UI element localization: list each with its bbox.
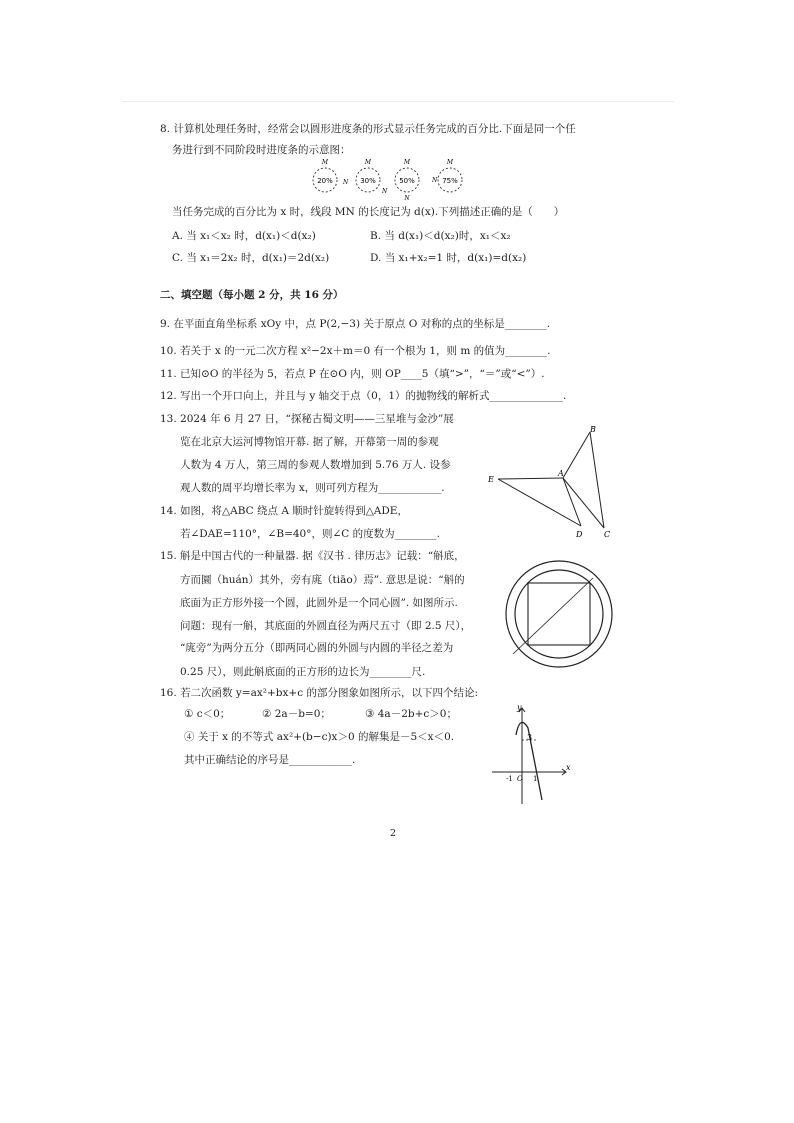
dial-50-m: M	[403, 159, 411, 166]
q8-line1: 8. 计算机处理任务时，经常会以圆形进度条的形式显示任务完成的百分比.下面是同一个任	[160, 123, 576, 135]
dial-30	[356, 159, 388, 195]
label-d: D	[576, 530, 583, 539]
dial-20-m: M	[321, 159, 329, 166]
q8-stem: 当任务完成的百分比为 x 时，线段 MN 的长度记为 d(x).下列描述正确的是（ ）	[172, 206, 565, 218]
dial-50	[395, 159, 419, 202]
q8-option-a: A. 当 x₁＜x₂ 时，d(x₁)＜d(x₂)	[172, 230, 316, 242]
q13-line2: 览在北京大运河博物馆开幕. 据了解，开幕第一周的参观	[180, 436, 439, 448]
q14-line1: 14. 如图，将△ABC 绕点 A 顺时针旋转得到△ADE，	[160, 505, 408, 517]
top-divider	[122, 101, 674, 102]
label-b: B	[590, 425, 596, 434]
q9: 9. 在平面直角坐标系 xOy 中，点 P(2,−3) 关于原点 O 对称的点的坐标是________.	[160, 318, 551, 330]
q16-answer-line: 其中正确结论的序号是____________.	[184, 754, 356, 766]
q15-line5: “庣旁”为两分五分（即两同心圆的外圆与内圆的半径之差为	[180, 642, 454, 654]
dial-30-n: N	[382, 188, 388, 195]
q8-option-b: B. 当 d(x₁)＜d(x₂)时，x₁＜x₂	[370, 230, 511, 242]
q13-line3: 人数为 4 万人，第三周的参观人数增加到 5.76 万人. 设参	[180, 459, 451, 471]
q13-line1: 13. 2024 年 6 月 27 日，“探秘古蜀文明——三星堆与金沙”展	[160, 413, 454, 425]
q8-option-d: D. 当 x₁+x₂=1 时，d(x₁)=d(x₂)	[370, 252, 527, 264]
q16-conclusion-3: ③ 4a－2b+c＞0；	[365, 708, 457, 720]
label-3: 3	[527, 733, 533, 742]
dial-75-pct: 75%	[442, 177, 458, 185]
q8-line2: 务进行到不同阶段时进度条的示意图：	[172, 144, 351, 156]
q15-line3: 底面为正方形外接一个圆，此圆外是一个同心圆”. 如图所示.	[180, 597, 458, 609]
dial-30-m: M	[364, 159, 372, 166]
q11: 11. 已知⊙O 的半径为 5，若点 P 在⊙O 内，则 OP____5（填“>”，“＝”或“<”）.	[160, 368, 545, 380]
q12: 12. 写出一个开口向上，并且与 y 轴交于点（0，1）的抛物线的解析式______________.	[160, 390, 567, 402]
axis-x-label: x	[566, 763, 571, 772]
rotation-triangle-figure	[486, 424, 626, 544]
q14-line2: 若∠DAE=110°，∠B=40°，则∠C 的度数为________.	[180, 528, 440, 540]
dial-20-pct: 20%	[317, 177, 333, 185]
dial-20	[313, 159, 349, 192]
hu-vessel-figure	[503, 558, 615, 670]
q13-line4: 观人数的周平均增长率为 x，则可列方程为____________.	[180, 482, 445, 494]
progress-dials-figure	[300, 158, 480, 200]
q15-line2: 方而圜（huán）其外，旁有庣（tiāo）焉”. 意思是说：“斛的	[180, 574, 465, 586]
parabola-figure	[490, 700, 578, 805]
dial-50-n: N	[404, 195, 410, 202]
label-neg1: -1	[506, 775, 513, 783]
dial-75-m: M	[446, 159, 454, 166]
q8-option-c: C. 当 x₁＝2x₂ 时，d(x₁)＝2d(x₂)	[172, 252, 330, 264]
q16-conclusion-4: ④ 关于 x 的不等式 ax²+(b−c)x＞0 的解集是－5＜x＜0.	[184, 731, 455, 743]
label-1: 1	[533, 775, 538, 783]
dial-75-n: N	[432, 177, 438, 184]
page-number: 2	[390, 828, 397, 839]
dial-50-pct: 50%	[399, 177, 415, 185]
axis-y-label: y	[517, 703, 522, 712]
q15-line1: 15. 斛是中国古代的一种量器. 据《汉书 . 律历志》记载：“斛底，	[160, 550, 465, 562]
section-heading: 二、填空题（每小题 2 分，共 16 分）	[160, 289, 344, 301]
label-c: C	[604, 530, 611, 539]
q16-conclusion-2: ② 2a－b=0；	[262, 708, 331, 720]
label-origin: O	[517, 775, 523, 783]
q15-line4: 问题：现有一斛，其底面的外圆直径为两尺五寸（即 2.5 尺），	[180, 620, 472, 632]
dial-30-pct: 30%	[360, 177, 376, 185]
q15-line6: 0.25 尺），则此斛底面的正方形的边长为________尺.	[180, 666, 426, 678]
label-e: E	[488, 475, 494, 484]
q10: 10. 若关于 x 的一元二次方程 x²−2x＋m＝0 有一个根为 1，则 m 的值为________.	[160, 345, 551, 357]
dial-20-n: N	[343, 179, 349, 186]
dial-75	[431, 159, 462, 192]
q16-conclusion-1: ① c＜0；	[184, 708, 231, 720]
label-a: A	[558, 469, 564, 478]
q16-line1: 16. 若二次函数 y=ax²+bx+c 的部分图象如图所示，以下四个结论:	[160, 687, 478, 699]
